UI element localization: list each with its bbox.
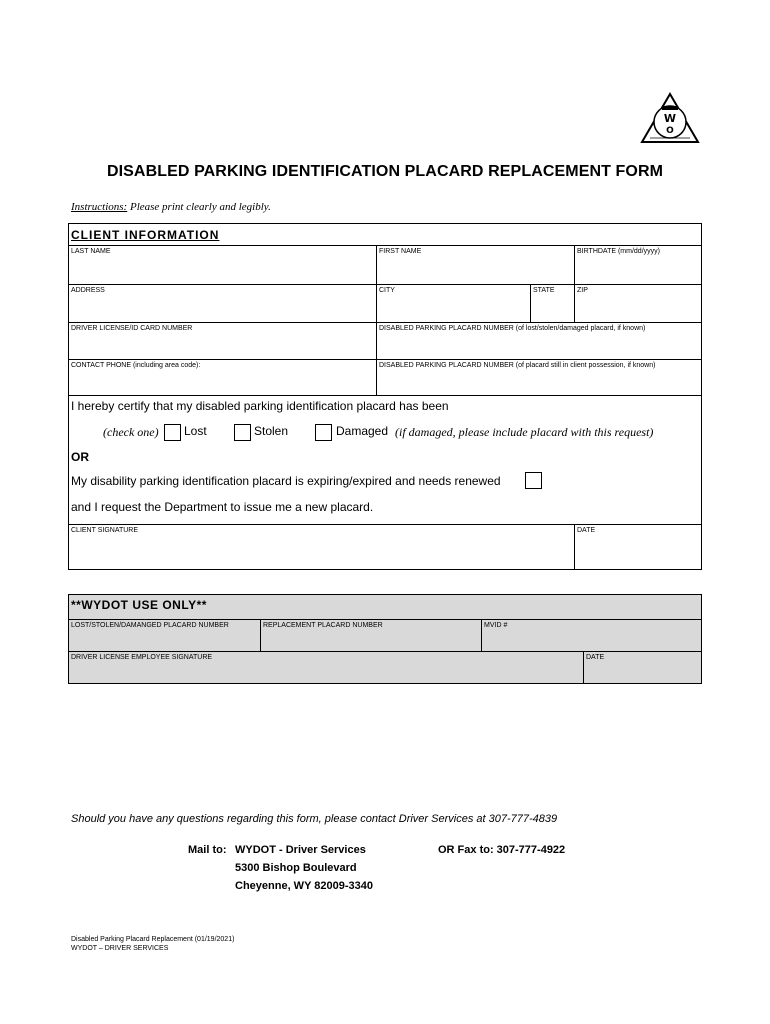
contact-line: Should you have any questions regarding this form, please contact Driver Services at 307-777-4839: [71, 813, 558, 825]
zip-field[interactable]: [574, 284, 702, 323]
city-field[interactable]: [376, 284, 531, 323]
placard-possession-number-label: DISABLED PARKING PLACARD NUMBER (of placard still in client possession, if known): [379, 362, 656, 369]
footer-form-id: Disabled Parking Placard Replacement (01/19/2021): [71, 936, 235, 943]
lost-placard-number-label: LOST/STOLEN/DAMANGED PLACARD NUMBER: [71, 622, 229, 629]
instructions-label: Instructions:: [71, 201, 128, 213]
birthdate-label: BIRTHDATE (mm/dd/yyyy): [577, 248, 660, 255]
dl-number-label: DRIVER LICENSE/ID CARD NUMBER: [71, 325, 193, 332]
employee-signature-label: DRIVER LICENSE EMPLOYEE SIGNATURE: [71, 654, 213, 661]
last-name-field[interactable]: [68, 245, 377, 285]
mvid-label: MVID #: [484, 622, 508, 629]
request-text: and I request the Department to issue me a new placard.: [71, 500, 374, 514]
damaged-label: Damaged: [336, 424, 389, 438]
lost-placard-number-field[interactable]: [68, 619, 261, 652]
dl-number-field[interactable]: [68, 322, 377, 360]
certify-text: I hereby certify that my disabled parking identification placard has been: [71, 399, 449, 413]
instructions-text: Please print clearly and legibly.: [129, 201, 271, 213]
damaged-note: (if damaged, please include placard with this request): [395, 425, 654, 439]
stolen-label: Stolen: [254, 424, 289, 438]
mail-line-1: WYDOT - Driver Services: [235, 844, 366, 856]
address-field[interactable]: [68, 284, 377, 323]
lost-checkbox[interactable]: [164, 424, 181, 441]
footer-dept: WYDOT – DRIVER SERVICES: [71, 945, 169, 952]
stolen-checkbox[interactable]: [234, 424, 251, 441]
state-field[interactable]: [530, 284, 575, 323]
contact-phone-field[interactable]: [68, 359, 377, 396]
check-one-label: (check one): [103, 425, 159, 439]
client-signature-label: CLIENT SIGNATURE: [71, 527, 139, 534]
mail-line-2: 5300 Bishop Boulevard: [235, 862, 357, 874]
placard-lost-number-label: DISABLED PARKING PLACARD NUMBER (of lost/stolen/damaged placard, if known): [379, 325, 646, 332]
replacement-placard-number-field[interactable]: [260, 619, 482, 652]
client-signature-field[interactable]: [68, 524, 575, 570]
state-label: STATE: [533, 287, 555, 294]
mail-line-3: Cheyenne, WY 82009-3340: [235, 880, 373, 892]
renew-checkbox[interactable]: [525, 472, 542, 489]
placard-lost-number-field[interactable]: [376, 322, 702, 360]
fax-line: OR Fax to: 307-777-4922: [438, 844, 566, 856]
birthdate-field[interactable]: [574, 245, 702, 285]
lost-label: Lost: [184, 424, 207, 438]
address-label: ADDRESS: [71, 287, 105, 294]
last-name-label: LAST NAME: [71, 248, 111, 255]
mail-to-label: Mail to:: [188, 844, 227, 856]
instructions: [71, 201, 271, 213]
svg-text:W: W: [663, 112, 677, 125]
wydot-logo-icon: [640, 92, 700, 146]
wydot-date-field[interactable]: [583, 651, 702, 684]
replacement-placard-number-label: REPLACEMENT PLACARD NUMBER: [263, 622, 383, 629]
wydot-header: **WYDOT USE ONLY**: [71, 598, 207, 612]
page-title: DISABLED PARKING IDENTIFICATION PLACARD REPLACEMENT FORM: [106, 163, 664, 180]
svg-text:O: O: [666, 126, 674, 136]
placard-possession-number-field[interactable]: [376, 359, 702, 396]
expiring-text: My disability parking identification placard is expiring/expired and needs renewed: [71, 474, 501, 488]
client-date-label: DATE: [577, 527, 596, 534]
employee-signature-field[interactable]: [68, 651, 584, 684]
or-label: OR: [71, 450, 89, 464]
city-label: CITY: [379, 287, 395, 294]
wydot-date-label: DATE: [586, 654, 605, 661]
client-header: CLIENT INFORMATION: [71, 228, 220, 242]
contact-phone-label: CONTACT PHONE (including area code):: [71, 362, 201, 369]
mvid-field[interactable]: [481, 619, 702, 652]
first-name-label: FIRST NAME: [379, 248, 422, 255]
client-date-field[interactable]: [574, 524, 702, 570]
zip-label: ZIP: [577, 287, 588, 294]
first-name-field[interactable]: [376, 245, 575, 285]
damaged-checkbox[interactable]: [315, 424, 332, 441]
